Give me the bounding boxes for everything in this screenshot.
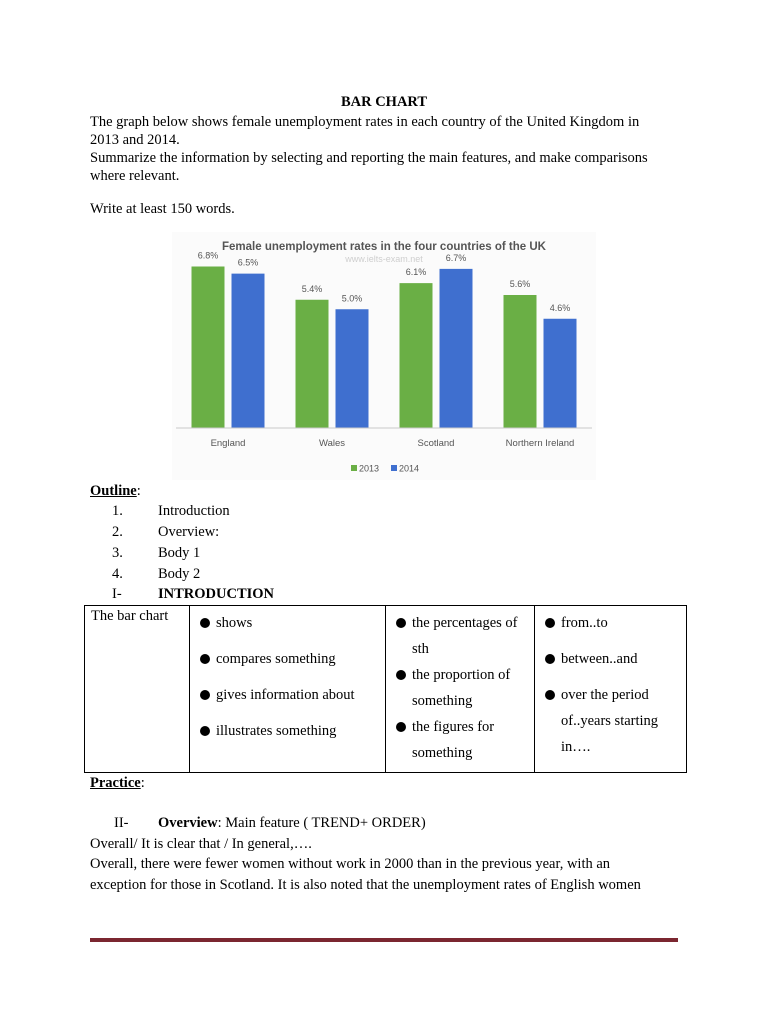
introduction-table bbox=[84, 605, 687, 773]
section-title-rest: : Main feature ( TREND+ ORDER) bbox=[217, 815, 426, 831]
list-item: illustrates something bbox=[190, 718, 385, 744]
data-label: 6.8% bbox=[197, 250, 219, 261]
x-tick-label: England bbox=[210, 438, 246, 449]
bars-group bbox=[192, 251, 577, 429]
x-axis-labels bbox=[211, 438, 575, 449]
outline-colon: : bbox=[136, 483, 141, 499]
verbs-list bbox=[190, 610, 385, 744]
outline-item-number: 3. bbox=[112, 545, 123, 561]
prompt-line: where relevant. bbox=[90, 168, 180, 184]
bar-2013-england bbox=[192, 267, 225, 429]
objects-cell bbox=[386, 606, 535, 773]
outline-item-text: Body 2 bbox=[158, 566, 201, 582]
legend-label: 2014 bbox=[399, 463, 420, 474]
list-item: between..and bbox=[535, 646, 686, 672]
list-item: the proportion of something bbox=[386, 662, 534, 714]
section-title: INTRODUCTION bbox=[158, 586, 275, 602]
data-label: 6.1% bbox=[405, 267, 427, 278]
prompt-line: 2013 and 2014. bbox=[90, 132, 180, 148]
bar-2014-wales bbox=[336, 309, 369, 428]
chart-title: Female unemployment rates in the four countries of the UK bbox=[222, 241, 546, 253]
x-tick-label: Wales bbox=[318, 438, 346, 449]
practice-label: Practice bbox=[90, 775, 141, 791]
data-label: 6.7% bbox=[445, 252, 467, 263]
practice-colon: : bbox=[140, 775, 145, 791]
bar-2014-england bbox=[232, 274, 265, 428]
bar-2014-northern-ireland bbox=[544, 319, 577, 428]
list-item: compares something bbox=[190, 646, 385, 672]
outline-item-text: Body 1 bbox=[158, 545, 201, 561]
legend-label: 2013 bbox=[359, 463, 380, 474]
verbs-cell bbox=[190, 606, 386, 773]
x-tick-label: Scotland bbox=[417, 438, 455, 449]
section-title: Overview bbox=[158, 815, 218, 831]
word-limit-text: Write at least 150 words. bbox=[90, 201, 235, 217]
bar-chart bbox=[172, 232, 596, 480]
overview-text-line: exception for those in Scotland. It is also noted that the unemployment rates of English women bbox=[90, 877, 641, 893]
list-item: the percentages of sth bbox=[386, 610, 534, 662]
list-item: the figures for something bbox=[386, 714, 534, 766]
list-item: gives information about bbox=[190, 682, 385, 708]
bar-2013-wales bbox=[296, 300, 329, 428]
chart-legend bbox=[351, 464, 419, 474]
prompt-line: Summarize the information by selecting and reporting the main features, and make comparisons bbox=[90, 150, 648, 166]
data-label: 5.6% bbox=[509, 279, 531, 289]
outline-item-number: 1. bbox=[112, 503, 123, 519]
legend-swatch bbox=[351, 465, 357, 471]
legend-swatch bbox=[391, 465, 397, 471]
bar-2013-northern-ireland bbox=[504, 295, 537, 428]
data-label: 6.5% bbox=[237, 257, 259, 268]
bar-2014-scotland bbox=[440, 269, 473, 428]
page-title: BAR CHART bbox=[340, 94, 428, 110]
footer-rule bbox=[90, 938, 678, 942]
list-item: over the period of..years starting in…. bbox=[535, 682, 686, 760]
table-label: The bar chart bbox=[91, 608, 169, 624]
bar-2013-scotland bbox=[400, 283, 433, 428]
overview-phrases: Overall/ It is clear that / In general,…. bbox=[90, 836, 312, 852]
outline-item-text: Introduction bbox=[158, 503, 230, 519]
objects-list bbox=[386, 610, 534, 766]
data-label: 4.6% bbox=[549, 302, 571, 313]
section-number: II- bbox=[114, 815, 129, 831]
overview-text-line: Overall, there were fewer women without work in 2000 than in the previous year, with an bbox=[90, 856, 611, 872]
time-cell bbox=[535, 606, 687, 773]
bar-chart-image bbox=[172, 232, 596, 480]
outline-heading: Outline bbox=[90, 483, 137, 499]
table-label-cell bbox=[85, 606, 190, 773]
outline-item-number: 4. bbox=[112, 566, 123, 582]
time-list bbox=[535, 610, 686, 760]
list-item: from..to bbox=[535, 610, 686, 636]
list-item: shows bbox=[190, 610, 385, 636]
data-label: 5.0% bbox=[341, 293, 363, 304]
outline-item-number: 2. bbox=[112, 524, 123, 540]
chart-watermark: www.ielts-exam.net bbox=[345, 254, 423, 264]
data-label: 5.4% bbox=[301, 283, 323, 294]
prompt-line: The graph below shows female unemployment rates in each country of the United Kingdom in bbox=[90, 114, 640, 130]
outline-item-text: Overview: bbox=[158, 524, 220, 540]
x-tick-label: Northern Ireland bbox=[505, 438, 575, 449]
section-number: I- bbox=[112, 586, 122, 602]
